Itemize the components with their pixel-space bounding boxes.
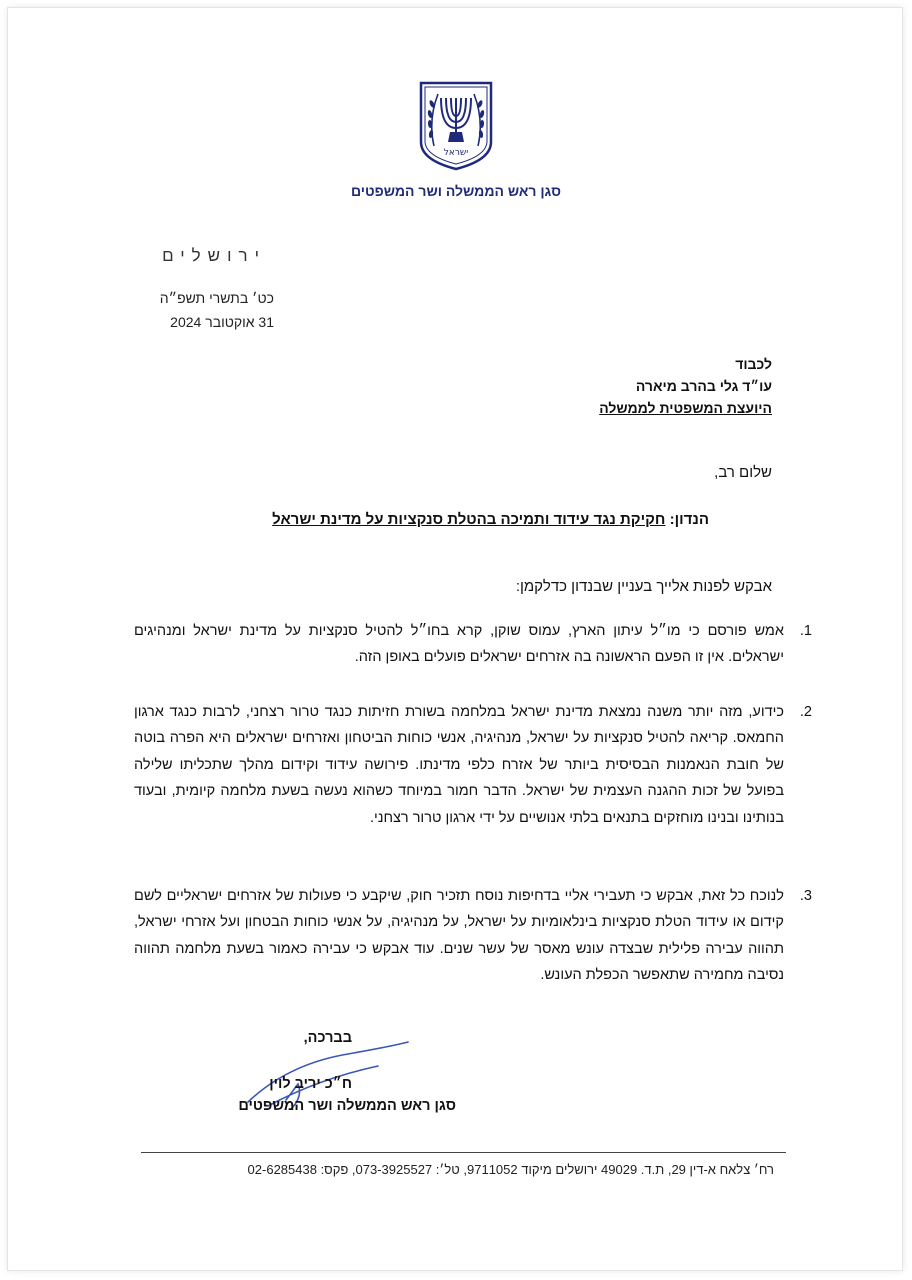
svg-text:ישראל: ישראל xyxy=(443,148,469,158)
signatory-title: סגן ראש הממשלה ושר המשפטים xyxy=(238,1098,456,1114)
subject-label: הנדון: xyxy=(669,511,709,528)
intro-text: אבקש לפנות אלייך בעניין שבנדון כדלקמן: xyxy=(515,578,772,595)
greeting: שלום רב, xyxy=(714,464,772,481)
recipient-name: עו״ד גלי בהרב מיארה xyxy=(635,378,772,394)
city: ירושלים xyxy=(162,246,266,265)
paragraph-text: לנוכח כל זאת, אבקש כי תעבירי אליי בדחיפות נוסח תזכיר חוק, שיקבע כי פעולות של אזרחים ישראליים לשם קידום או עידוד הטלת סנקציות בינלאומיות על ישראל, על מנהיגיה, על אנשי כוחות הבטחון ועל אזרחי ישראל, תהווה עבירה פלילית שבצדה עונש מאסר של עשר שנים. עוד אבקש כי עבירה כאמור בשעת מלחמה תהווה נסיבה מחמירה שתאפשר הכפלת העונש. xyxy=(134,888,784,984)
footer-address: רח׳ צלאח א-דין 29, ת.ד. 49029 ירושלים מיקוד 9711052, טל׳: 073-3925527, פקס: 02-6285438 xyxy=(247,1162,774,1177)
hebrew-date: כט׳ בתשרי תשפ״ה xyxy=(159,290,274,306)
office-header: סגן ראש הממשלה ושר המשפטים xyxy=(350,183,562,199)
paragraph-text: כידוע, מזה יותר משנה נמצאת מדינת ישראל במלחמה בשורת חזיתות כנגד טרור רצחני, לרבות כנגד ארגון החמאס. קריאה להטיל סנקציות על ישראל, מנהיגיה, אנשי כוחות הביטחון ואזרחים ישראלים היא הפרה בוטה של חובת הנאמנות הבסיסית ביותר של אזרח כלפי מדינתו. פירושה עידוד וקידום מהלך שתכליתו שלילה בפועל של זכות ההגנה העצמית של ישראל. הדבר חמור במיוחד כשהוא נעשה בשעת מלחמה קיומית, ובעוד בנותינו ובנינו מוחזקים בתנאים בלתי אנושיים על ידי ארגון טרור רצחני. xyxy=(134,704,784,826)
paragraph-number: 2. xyxy=(799,704,812,720)
recipient-title: היועצת המשפטית לממשלה xyxy=(599,400,772,416)
signatory-name: ח״כ יריב לוין xyxy=(269,1076,352,1092)
paragraph xyxy=(134,618,812,671)
gregorian-date: 31 אוקטובר 2024 xyxy=(170,314,274,330)
state-emblem-icon xyxy=(418,80,494,172)
recipient-salutation: לכבוד xyxy=(735,356,772,372)
paragraph xyxy=(134,699,812,831)
paragraph-number: 1. xyxy=(799,623,812,639)
footer-divider xyxy=(141,1152,786,1153)
paragraph-number: 3. xyxy=(799,888,812,904)
subject-line xyxy=(272,511,709,528)
paragraph-text: אמש פורסם כי מו״ל עיתון הארץ, עמוס שוקן, קרא בחו״ל להטיל סנקציות על מדינת ישראל ומנהיגים ישראלים. אין זו הפעם הראשונה בה אזרחים ישראלים פועלים באופן הזה. xyxy=(134,623,784,666)
paragraph xyxy=(134,883,812,989)
closing: בברכה, xyxy=(303,1030,352,1046)
subject-text: חקיקת נגד עידוד ותמיכה בהטלת סנקציות על מדינת ישראל xyxy=(272,511,666,528)
